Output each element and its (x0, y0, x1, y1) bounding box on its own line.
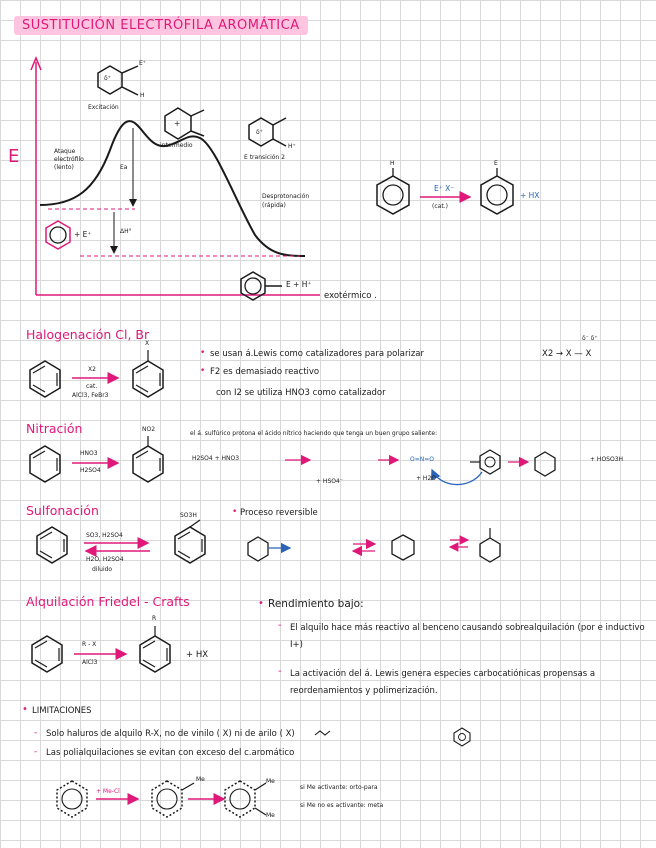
alkylation-byproduct: + HX (186, 650, 209, 660)
sigma-charge-label: δ⁺ (104, 75, 111, 82)
halogenation-title: Halogenación Cl, Br (26, 327, 150, 342)
ea-label: Ea (120, 164, 128, 171)
note-activating: si Me activante: orto-para (300, 784, 378, 791)
bullet: • (258, 598, 264, 609)
sulfonation-note: Proceso reversible (240, 508, 318, 518)
energy-axes (31, 58, 320, 295)
benzene-product (241, 272, 282, 300)
bullet: • (200, 366, 206, 376)
energy-axis-label: E (8, 146, 20, 167)
general-reagent: E⁺ X⁻ (434, 184, 455, 193)
alkylation-scheme (32, 626, 170, 672)
me-label-3: Me (266, 812, 275, 819)
nitronium-ion: O=N=O (410, 456, 434, 463)
general-e-label: E (494, 160, 498, 167)
note-deactivating: si Me no es activante: meta (300, 802, 384, 809)
sulfonation-reagent-2: H2O, H2SO4 (86, 556, 124, 563)
intermediate-label: intermedio (160, 142, 193, 149)
bullet: - (34, 728, 38, 738)
bullet: • (232, 507, 238, 517)
halogenation-note-2: F2 es demasiado reactivo (210, 367, 320, 377)
yield-title: Rendimiento bajo: (268, 598, 364, 610)
transition-2-ring (249, 118, 286, 146)
complex-h-label: H (140, 92, 145, 99)
alkylation-title: Alquilación Friedel - Crafts (26, 594, 190, 609)
intermediate-plus: + (174, 119, 181, 128)
nitration-eq-water: + H2O (416, 475, 436, 482)
nitration-reagent-2: H2SO4 (80, 467, 101, 474)
excitation-label: Excitación (88, 104, 119, 111)
bullet: - (278, 666, 282, 677)
alkylation-product-r: R (152, 615, 157, 622)
nitration-reagent-1: HNO3 (80, 450, 98, 457)
page-title: SUSTITUCIÓN ELECTRÓFILA AROMÁTICA (14, 16, 308, 35)
ring-plus-electrophile: + E⁺ (74, 230, 92, 239)
nitration-note: el á. sulfúrico protona el ácido nítrico haciendo que tenga un buen grupo saliente: (190, 430, 438, 437)
methylation-scheme (57, 781, 266, 817)
sulfonation-reagent-1: SO3, H2SO4 (86, 532, 123, 539)
limitations-icons (315, 728, 470, 746)
alkylation-reagent: R - X (82, 641, 97, 648)
attack-label: Ataque electrófilo (lento) (54, 148, 84, 171)
sulfonation-reagent-3: diluido (92, 566, 113, 573)
limitations-item-1: Solo haluros de alquilo R-X, no de vinilo ( X) ni de arilo ( X) (46, 729, 295, 739)
sulfonation-product-so3h: SO3H (180, 512, 197, 519)
nitration-eq-start: H2SO4 + HNO3 (192, 455, 240, 462)
ts2-h-label: H⁺ (288, 143, 296, 150)
halogenation-catalyst-list: AlCl3, FeBr3 (72, 392, 109, 399)
alkylation-catalyst: AlCl3 (82, 659, 98, 666)
general-condition: (cat.) (432, 203, 448, 210)
benzene-start (46, 221, 70, 249)
nitration-title: Nitración (26, 421, 83, 436)
limitations-item-2: Las polialquilaciones se evitan con exceso del c.aromático (46, 748, 295, 758)
nitration-product-no2: NO2 (142, 426, 156, 433)
me-label-2: Me (266, 778, 275, 785)
nitration-scheme (30, 436, 555, 485)
bullet: - (34, 747, 38, 757)
me-label-1: Me (196, 776, 205, 783)
deprotonation-label: Desprotonación (rápida) (262, 193, 310, 209)
delta-h-label: ΔH° (120, 228, 132, 235)
halogenation-reagent: X2 (88, 366, 96, 373)
yield-note-1: El alquilo hace más reactivo al benceno causando sobrealquilación (por e inductivo I+) (290, 623, 645, 650)
limitations-title: LIMITACIONES (32, 706, 92, 716)
halogenation-note-3: con I2 se utiliza HNO3 como catalizador (216, 388, 386, 398)
halogenation-equation: X2 → X — X (542, 349, 592, 359)
bullet: - (278, 620, 282, 631)
halogenation-charges: δ⁻ δ⁺ (582, 335, 598, 342)
sulfonation-title: Sulfonación (26, 503, 99, 518)
general-h-label: H (390, 160, 395, 167)
product-label: E + H⁺ (286, 280, 312, 289)
nitration-eq-hso4: + HSO4⁻ (316, 478, 343, 485)
exothermic-label: exotérmico . (324, 291, 377, 301)
yield-note-2: La activación del á. Lewis genera especies carbocatiónicas propensas a reordenamientos y polimerización. (290, 669, 596, 696)
general-byproduct: + HX (520, 191, 540, 200)
ts2-label: E transición 2 (244, 154, 285, 161)
methylation-reagent: + Me-Cl (96, 788, 120, 795)
halogenation-note-1: se usan á.Lewis como catalizadores para polarizar (210, 349, 424, 359)
complex-e-label: E⁺ (139, 60, 146, 67)
bullet: • (200, 348, 206, 358)
halogenation-product-x: X (145, 340, 150, 347)
ts2-charge: δ⁺ (256, 129, 263, 136)
nitration-eq-tail: + HOSO3H (590, 456, 624, 463)
intermediate-ring (165, 108, 204, 139)
bullet: • (22, 704, 28, 715)
halogenation-cat: cat. (86, 383, 98, 390)
